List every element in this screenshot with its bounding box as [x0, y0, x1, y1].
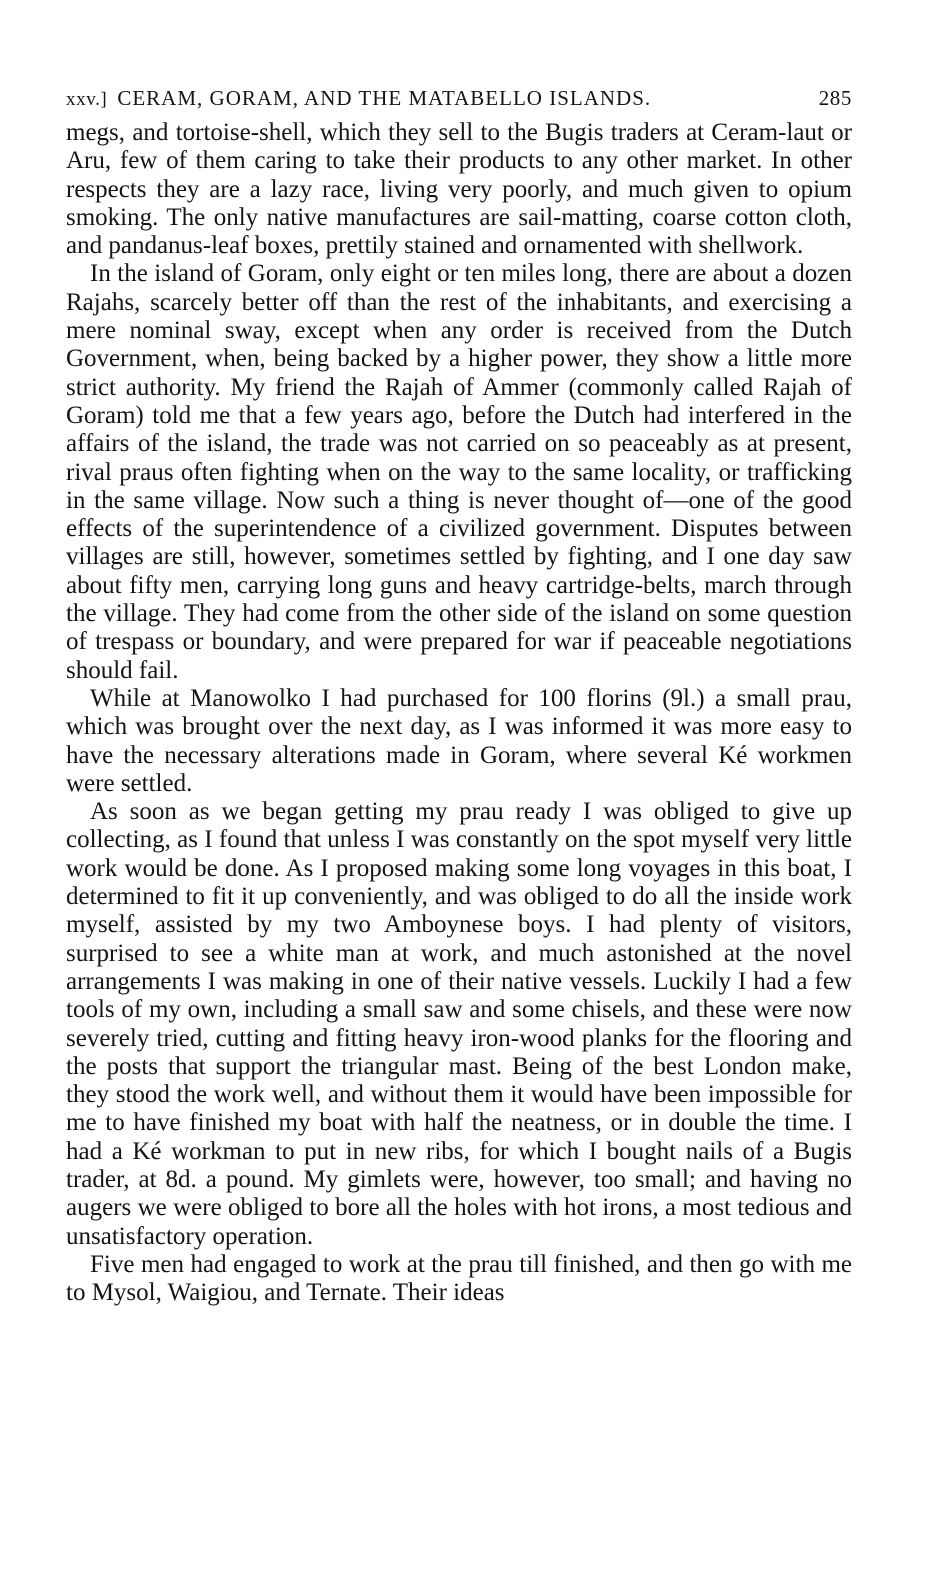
paragraph-goram-rajahs: In the island of Goram, only eight or ten miles long, there are about a dozen Rajahs, scarcely better off than the rest of the inhabitants, and exercising a mere nominal sway, except when any order is received from the Dutch Government, when, being backed by a higher power, they show a little more strict authority. My friend the Rajah of Ammer (commonly called Rajah of Goram) told me that a few years ago, before the Dutch had interfered in the affairs of the island, the trade was not carried on so peaceably as at present, rival praus often fighting when on the way to the same locality, or trafficking in the same village. Now such a thing is never thought of—one of the good effects of the superintendence of a civilized government. Disputes between villages are still, however, sometimes settled by fighting, and I one day saw about fifty men, carrying long guns and heavy cartridge-belts, march through the village. They had come from the other side of the island on some question of trespass or boundary, and were prepared for war if peaceable negotiations should fail.: [66, 260, 852, 684]
chapter-number: xxv.]: [66, 89, 108, 110]
running-head: [66, 86, 852, 111]
paragraph-manowolko-prau: While at Manowolko I had purchased for 100 florins (9l.) a small prau, which was brought over the next day, as I was informed it was more easy to have the necessary alterations made in Goram, where several Ké workmen were settled.: [66, 684, 852, 797]
paragraph-prau-fitting: As soon as we began getting my prau ready I was obliged to give up collecting, as I found that unless I was constantly on the spot myself very little work would be done. As I proposed making some long voyages in this boat, I determined to fit it up conveniently, and was obliged to do all the inside work myself, assisted by my two Amboynese boys. I had plenty of visitors, surprised to see a white man at work, and much astonished at the novel arrangements I was making in one of their native vessels. Luckily I had a few tools of my own, including a small saw and some chisels, and these were now severely tried, cutting and fitting heavy iron-wood planks for the flooring and the posts that support the triangular mast. Being of the best London make, they stood the work well, and without them it would have been impossible for me to have finished my boat with half the neatness, or in double the time. I had a Ké workman to put in new ribs, for which I bought nails of a Bugis trader, at 8d. a pound. My gimlets were, however, too small; and having no augers we were obliged to bore all the holes with hot irons, a most tedious and unsatisfactory operation.: [66, 798, 852, 1250]
paragraph-continued: megs, and tortoise-shell, which they sell to the Bugis traders at Ceram-laut or Aru, few of them caring to take their products to any other market. In other respects they are a lazy race, living very poorly, and much given to opium smoking. The only native manufactures are sail-matting, coarse cotton cloth, and pandanus-leaf boxes, prettily stained and ornamented with shellwork.: [66, 119, 852, 260]
body-text: [66, 119, 852, 1307]
paragraph-five-men: Five men had engaged to work at the prau till finished, and then go with me to Mysol, Waigiou, and Ternate. Their ideas: [66, 1250, 852, 1307]
page-number: 285: [818, 86, 852, 110]
running-title: CERAM, GORAM, AND THE MATABELLO ISLANDS.: [117, 86, 652, 110]
book-page: [66, 86, 852, 1307]
